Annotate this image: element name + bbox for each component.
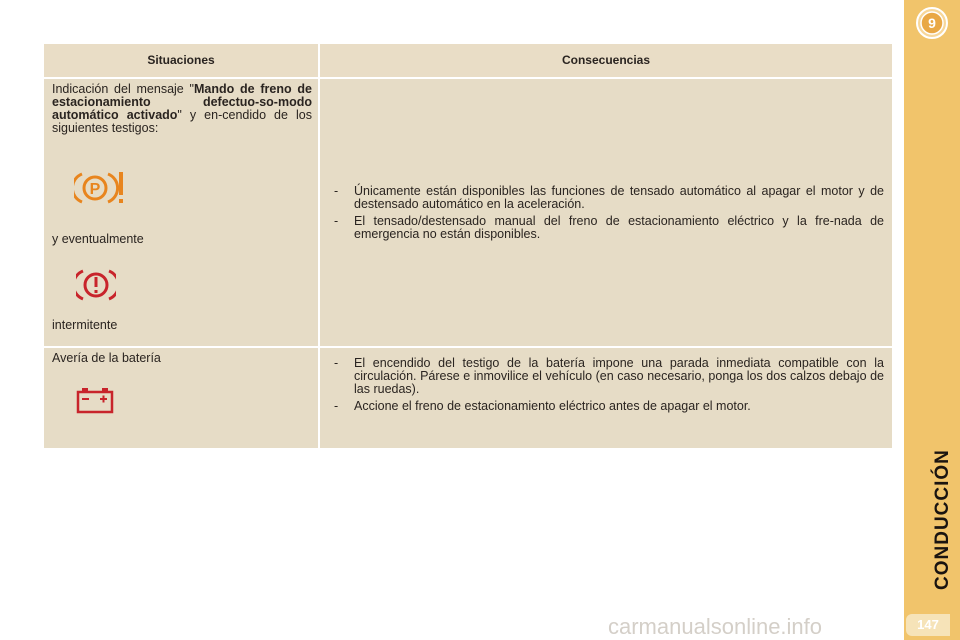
row1-situation-cell xyxy=(44,79,318,346)
bullet-text: Únicamente están disponibles las funciones de tensado automático al apagar el motor y de destensado automático en la aceleración. xyxy=(354,184,884,211)
chapter-number: 9 xyxy=(928,15,936,31)
bullet-text: El tensado/destensado manual del freno de estacionamiento eléctrico y la fre-nada de emergencia no están disponibles. xyxy=(354,214,884,241)
header-consequences: Consecuencias xyxy=(320,44,892,77)
bullet-text: Accione el freno de estacionamiento eléctrico antes de apagar el motor. xyxy=(354,399,751,413)
svg-text:P: P xyxy=(89,181,101,198)
row2-consequences-cell xyxy=(320,348,892,448)
row1-bullet-1: - Únicamente están disponibles las funciones de tensado automático al apagar el motor y de destensado automático en la aceleración. xyxy=(334,184,884,211)
battery-warning-icon xyxy=(76,386,114,414)
watermark: carmanualsonline.info xyxy=(608,614,823,639)
row2-situation-text: Avería de la batería xyxy=(52,351,161,365)
parking-brake-warning-icon xyxy=(74,170,128,206)
row1-eventually: y eventualmente xyxy=(52,232,144,246)
chapter-number-badge xyxy=(915,6,949,40)
header-situations: Situaciones xyxy=(44,44,318,77)
situation-prefix: Indicación del mensaje " xyxy=(52,82,194,96)
chapter-title: CONDUCCIÓN xyxy=(932,449,953,590)
brake-warning-icon xyxy=(76,267,116,303)
bullet-text: El encendido del testigo de la batería impone una parada inmediata compatible con la circulación. Párese e inmovilice el vehículo (en caso necesario, ponga los dos calzos debajo de las ruedas). xyxy=(354,356,884,396)
page-number: 147 xyxy=(906,614,950,636)
row2-bullet-1: - El encendido del testigo de la batería impone una parada inmediata compatible con la circulación. Párese e inmovilice el vehículo (en caso necesario, ponga los dos calzos debajo de las ruedas). xyxy=(334,356,884,396)
row2-bullet-2: - Accione el freno de estacionamiento eléctrico antes de apagar el motor. xyxy=(334,399,751,413)
situation-suffix: " y en-cendido de los siguientes testigos: xyxy=(52,108,312,135)
row1-consequences-cell xyxy=(320,79,892,346)
situation-message: Mando de freno de estacionamiento defectuo-so-modo automático activado xyxy=(52,82,312,122)
row1-intermittent: intermitente xyxy=(52,318,118,332)
row1-bullet-2: - El tensado/destensado manual del freno de estacionamiento eléctrico y la fre-nada de emergencia no están disponibles. xyxy=(334,214,884,241)
row1-situation-text xyxy=(52,83,312,135)
